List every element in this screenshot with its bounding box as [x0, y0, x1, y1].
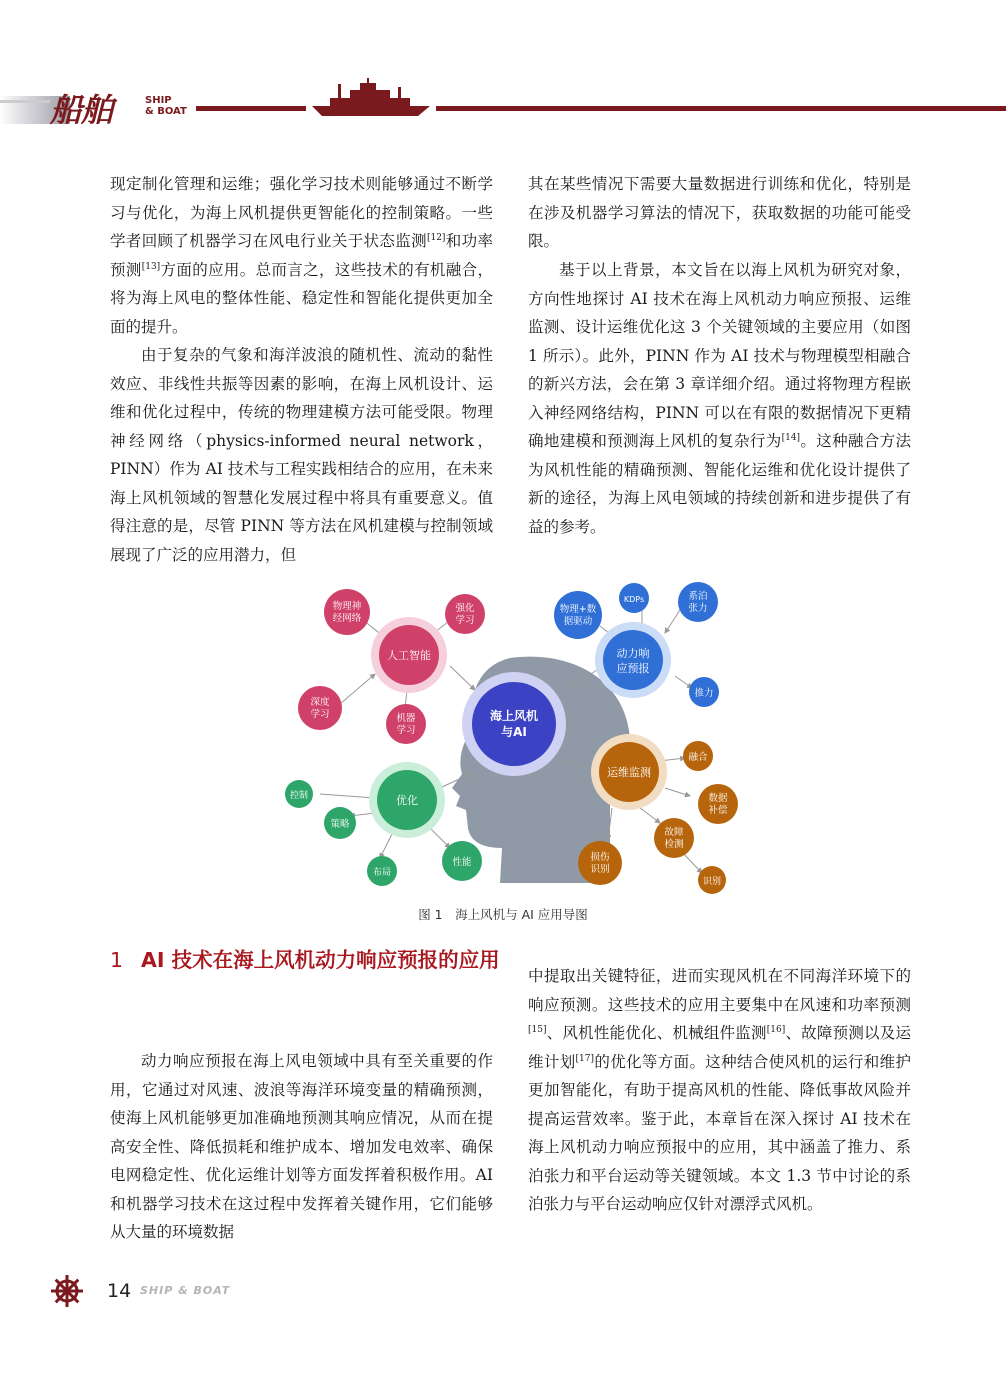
dyn-hub-node: [603, 630, 663, 690]
svg-text:识别: 识别: [702, 877, 722, 887]
right-col-para-1: 其在某些情况下需要大量数据进行训练和优化，特别是在涉及机器学习算法的情况下，获取数据的功能可能受限。: [528, 175, 911, 250]
logo-en-top: SHIP: [145, 95, 172, 106]
header-rule-right: [436, 106, 1006, 111]
citation-17: [17]: [575, 1053, 595, 1064]
left-col-para-2: 由于复杂的气象和海洋波浪的随机性、流动的黏性效应、非线性共振等因素的影响，在海上风机设计、运维和优化过程中，传统的物理建模方法可能受限。物理神经网络（physics-informed neural network，PINN）作为 AI 技术与工程实践相结合的应用，在未来海上风机领域的智慧化发展过程中将具有重要意义。值得注意的是，尽管 PINN 等方法在风机建模与控制领域展现了广泛的应用潜力，但: [110, 346, 493, 564]
dyn-node-physics-data: [554, 591, 602, 639]
ai-node-pinn: [324, 589, 370, 635]
page-number: 14: [107, 1280, 132, 1302]
svg-text:融合: 融合: [688, 752, 708, 763]
ops-node-fault: [654, 818, 694, 858]
svg-text:数据: 数据: [708, 793, 728, 804]
right-col-para-2: 基于以上背景，本文旨在以海上风机为研究对象，方向性地探讨 AI 技术在海上风机动力响应预报、运维监测、设计运维优化这 3 个关键领域的主要应用（如图 1 所示）。此外，PINN 作为 AI 技术与物理模型相融合的新兴方法，会在第 3 章详细介绍。通过将物理方程嵌入神经网络结构，PINN 可以在有限的数据情况下更精确地建模和预测海上风机的复杂行为[14]。这种融合方法为风机性能的精确预测、智能化运维和优化设计提供了新的途径，为海上风电领域的持续创新和进步提供了有益的参考。: [528, 261, 911, 536]
center-node: [472, 682, 556, 766]
svg-text:推力: 推力: [694, 688, 714, 699]
ai-node-rl: [445, 594, 485, 634]
ai-hub-label: 人工智能: [387, 649, 431, 662]
ops-node-damage: [578, 841, 622, 885]
ai-node-dl: [298, 686, 342, 730]
figure-ai-mindmap: [270, 578, 750, 896]
svg-text:张力: 张力: [688, 603, 708, 614]
svg-text:学习: 学习: [396, 725, 416, 736]
svg-text:机器: 机器: [396, 713, 416, 724]
magazine-logo-cn: 船舶: [50, 91, 113, 129]
logo-en-bottom: & BOAT: [145, 106, 187, 117]
dyn-node-mooring: [678, 582, 718, 622]
center-label-2: 与AI: [501, 725, 527, 739]
svg-text:识别: 识别: [590, 864, 610, 875]
svg-text:经网络: 经网络: [332, 613, 362, 624]
svg-text:补偿: 补偿: [708, 805, 728, 816]
svg-text:据驱动: 据驱动: [563, 616, 593, 627]
citation-13: [13]: [141, 261, 161, 272]
svg-text:故障: 故障: [664, 827, 684, 838]
footer-brand: SHIP & BOAT: [140, 1284, 231, 1297]
section-title-text: AI 技术在海上风机动力响应预报的应用: [141, 948, 500, 972]
left-col-para-3: 动力响应预报在海上风电领域中具有至关重要的作用，它通过对风速、波浪等海洋环境变量的精确预测，使海上风机能够更加准确地预测其响应情况，从而在提高安全性、降低损耗和维护成本、增加发电效率、确保电网稳定性、优化运维计划等方面发挥着积极作用。AI 和机器学习技术在这过程中发挥着关键作用，它们能够从大量的环境数据: [110, 1052, 493, 1241]
svg-text:性能: 性能: [452, 857, 472, 868]
svg-text:深度: 深度: [310, 697, 330, 708]
header-rule-left: [0, 100, 50, 103]
right-col-para-3: 中提取出关键特征，进而实现风机在不同海洋环境下的响应预测。这些技术的应用主要集中在风速和功率预测[15]、风机性能优化、机械组件监测[16]、故障预测以及运维计划[17]的优化等方面。这种结合使风机的运行和维护更加智能化，有助于提高风机的性能、降低事故风险并提高运营效率。鉴于此，本章旨在深入探讨 AI 技术在海上风机动力响应预报中的应用，其中涵盖了推力、系泊张力和平台运动等关键领域。本文 1.3 节中讨论的系泊张力与平台运动响应仅针对漂浮式风机。: [528, 967, 911, 1213]
header-rule-mid: [196, 106, 306, 111]
svg-text:布局: 布局: [372, 868, 392, 878]
svg-text:学习: 学习: [310, 709, 330, 720]
opt-hub-label: 优化: [396, 794, 418, 807]
svg-text:物理神: 物理神: [332, 601, 362, 612]
svg-text:系泊: 系泊: [688, 591, 708, 602]
svg-text:学习: 学习: [455, 615, 475, 626]
ship-wheel-icon: [50, 1274, 84, 1308]
magazine-logo-en: [145, 95, 193, 117]
left-col-para-1: 现定制化管理和运维；强化学习技术则能够通过不断学习与优化，为海上风机提供更智能化的控制策略。一些学者回顾了机器学习在风电行业关于状态监测[12]和功率预测[13]方面的应用。总而言之，这些技术的有机融合，将为海上风电的整体性能、稳定性和智能化提供更加全面的提升。: [110, 175, 493, 336]
section-number: 1: [110, 948, 124, 972]
svg-text:强化: 强化: [455, 603, 475, 614]
svg-text:KDPs: KDPs: [623, 595, 645, 604]
citation-16: [16]: [766, 1024, 786, 1035]
svg-text:控制: 控制: [289, 791, 309, 801]
svg-text:检测: 检测: [664, 839, 684, 850]
figure-caption: 图 1 海上风机与 AI 应用导图: [418, 907, 588, 922]
dyn-hub-label-2: 应预报: [616, 662, 650, 675]
dyn-hub-label-1: 动力响: [616, 647, 650, 660]
ship-silhouette-icon: [310, 78, 435, 118]
center-label-1: 海上风机: [489, 709, 539, 723]
citation-14: [14]: [781, 432, 801, 443]
citation-12: [12]: [426, 232, 446, 243]
citation-15: [15]: [528, 1024, 547, 1035]
ops-node-data-comp: [698, 784, 738, 824]
svg-text:损伤: 损伤: [590, 852, 610, 863]
section-title: [110, 942, 510, 979]
svg-text:策略: 策略: [330, 819, 350, 830]
ai-node-ml: [386, 704, 426, 744]
ops-hub-label: 运维监测: [607, 766, 651, 779]
svg-text:物理+数: 物理+数: [559, 604, 597, 615]
